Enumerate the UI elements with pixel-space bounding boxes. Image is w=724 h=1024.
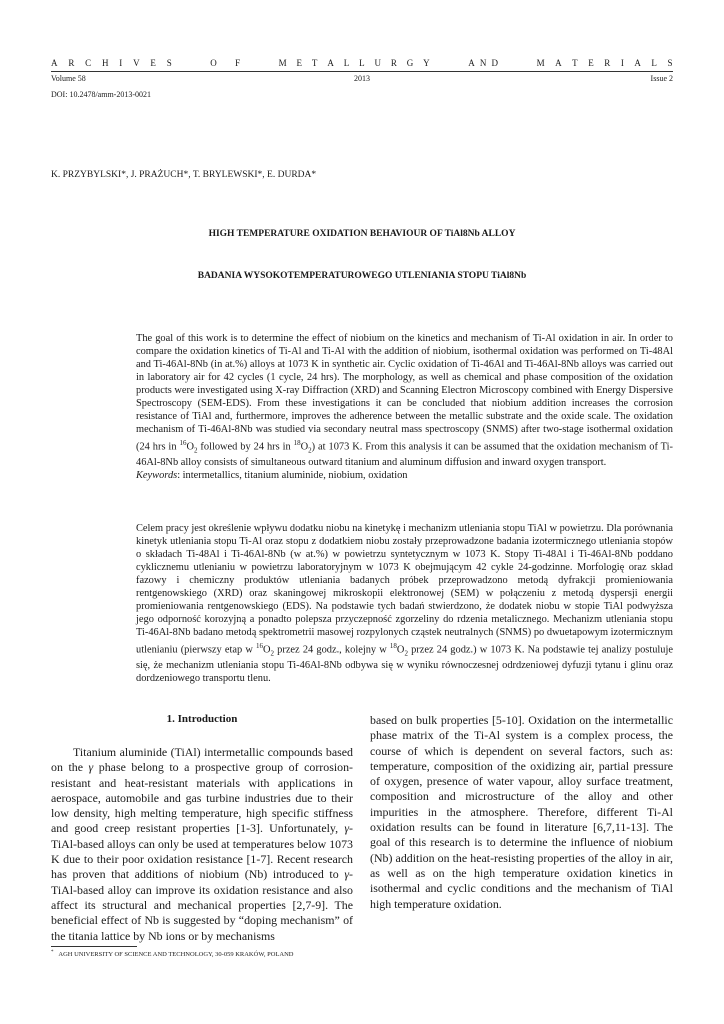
journal-word: O F (210, 58, 241, 68)
isotope-16: 16 (179, 438, 187, 447)
title-english: HIGH TEMPERATURE OXIDATION BEHAVIOUR OF TiAl8Nb ALLOY (208, 229, 516, 239)
volume: Volume 58 (51, 74, 86, 83)
subscript-2: 2 (193, 446, 198, 455)
isotope-18: 18 (389, 641, 397, 650)
journal-word: M A T E R I A L S (536, 58, 673, 68)
abstract-en-end: ) at 1073 K. From this analysis it can be assumed that the oxidation mechanism of Ti-46Al-8Nb alloy consists of simultaneous outward titanium and aluminum diffusion and inward oxygen transport. (136, 441, 673, 469)
gamma-symbol: γ (344, 867, 350, 882)
abstract-en-mid: followed by 24 hrs in (197, 441, 294, 453)
gamma-symbol: γ (88, 760, 94, 775)
footnote-mark: * (51, 950, 54, 955)
affiliation: AGH UNIVERSITY OF SCIENCE AND TECHNOLOGY, 30-059 KRAKÓW, POLAND (58, 951, 294, 959)
issue: Issue 2 (650, 74, 673, 83)
oxygen-symbol: O (396, 644, 405, 656)
intro-text: based on bulk properties [5-10]. Oxidation on the intermetallic phase matrix of the Ti-Al system is a complex process, the course of which is dependent on several factors, such as: temperature, composition of the oxidizing air, partial pressure of oxygen, presence of water vapour, alloy surface treatment, composition and microstructure of the alloy and other impurities in the atmosphere. Therefore, different Ti-Al oxidation results can be found in literature [6,7,11-13]. The goal of this research is to determine the influence of niobium (Nb) addition on the heat-resisting properties of the alloy in air, as well as on the high temperature oxidation kinetics in isothermal and cyclic conditions and the mechanism of TiAl high temperature oxidation. (370, 713, 673, 911)
subscript-2: 2 (404, 649, 408, 658)
footnote-rule (51, 946, 137, 947)
gamma-symbol: γ (344, 821, 350, 836)
authors: K. PRZYBYLSKI*, J. PRAŻUCH*, T. BRYLEWSKI*, E. DURDA* (51, 170, 317, 180)
left-column (51, 745, 353, 944)
keywords: : intermetallics, titanium aluminide, niobium, oxidation (177, 470, 408, 482)
abstract-english (136, 333, 673, 483)
oxygen-symbol: O (186, 441, 194, 453)
doi: DOI: 10.2478/amm-2013-0021 (51, 90, 151, 99)
intro-text: -TiAl-based alloys can only be used at temperatures below 1073 K due to their poor oxidation resistance [1-7]. Recent research has proven that additions of niobium (Nb) introduced to (51, 821, 353, 882)
journal-word: M E T A L L U R G Y (278, 58, 431, 68)
journal-name (51, 58, 673, 72)
abstract-pl-text: Celem pracy jest określenie wpływu dodatku niobu na kinetykę i mechanizm utleniania stopu TiAl w powietrzu. Dla porównania kinetyk utleniania stopu Ti-Al oraz stopu z dodatkiem niobu zostały przeprowadzone badania izotermicznego utleniania stopów o składach Ti-48Al i Ti-46Al-8Nb (w at.%) w powietrzu syntetycznym w 1073 K. Stopy Ti-48Al i Ti-46Al-8Nb poddano cyklicznemu utlenianiu w powietrzu laboratoryjnym w 1073 K obejmującym 42 cykle 24-godzinne. Morfologię oraz skład fazowy i chemiczny produktów utleniania badanych próbek przeprowadzono metodą dyfrakcji promieniowania rentgenowskiego (XRD) oraz skaningowej mikroskopii elektronowej (SEM) w połączeniu z metodą dyspersji energii promieniowania rentgenowskiego (EDS). Na podstawie tych badań stwierdzono, że dodatek niobu w stopie TiAl podwyższa jego odporność korozyjną a ponadto polepsza przyczepność zgorzeliny do rdzenia metalicznego. Mechanizm utleniania stopu Ti-46Al-8Nb badano metodą spektrometrii masowej rozpylonych cząstek neutralnych (SNMS) po dwuetapowym izotermicznym utlenianiu (pierwszy etap w (136, 523, 673, 656)
journal-word: A N D (468, 58, 499, 68)
subscript-2: 2 (308, 446, 312, 455)
intro-text: -TiAl-based alloy can improve its oxidation resistance and also affect its structural and mechanical properties [2,7-9]. The beneficial effect of Nb is suggested by “doping mechanism” of the titania lattice by Nb ions or by mechanisms (51, 867, 353, 943)
keywords-label: Keywords (136, 470, 178, 482)
abstract-polish (136, 523, 673, 686)
isotope-16: 16 (255, 641, 263, 650)
oxygen-symbol: O (262, 644, 271, 656)
subscript-2: 2 (270, 649, 274, 658)
journal-word: A R C H I V E S (51, 58, 173, 68)
footnote (51, 950, 293, 958)
title-polish: BADANIA WYSOKOTEMPERATUROWEGO UTLENIANIA STOPU TiAl8Nb (197, 271, 527, 281)
year: 2013 (354, 74, 370, 83)
abstract-pl-end: przez 24 godz.) w 1073 K. Na podstawie tej analizy postuluje się, że mechanizm utleniania stopu Ti-46Al-8Nb odbywa się w wyniku równoczesnej odrdzeniowej dyfuzji tytanu i glinu oraz dordzeniowego transportu tlenu. (136, 644, 673, 685)
oxygen-symbol: O (300, 441, 309, 453)
intro-text: Titanium aluminide (TiAl) intermetallic compounds based on the (51, 745, 353, 775)
abstract-pl-mid: przez 24 godz., kolejny w (274, 644, 390, 656)
right-column (370, 713, 673, 912)
header-rule (51, 71, 673, 72)
section-heading: 1. Introduction (166, 713, 238, 725)
intro-text: phase belong to a prospective group of corrosion-resistant and heat-resistant materials with applications in aerospace, automobile and gas turbine industries due to their low density, high melting temperature, high specific stiffness and good creep resistant properties [1-3]. Unfortunately, (51, 760, 353, 836)
isotope-18: 18 (293, 438, 301, 447)
abstract-en-text: The goal of this work is to determine the effect of niobium on the kinetics and mechanism of Ti-Al oxidation in air. In order to compare the oxidation kinetics of Ti-Al and Ti-Al with the addition of niobium, isothermal oxidation was performed on Ti-48Al and Ti-46Al-8Nb (in at.%) alloys at 1073 K in synthetic air. Cyclic oxidation of Ti-46Al and Ti-46Al-8Nb alloys was carried out in laboratory air for 42 cycles (1 cycle, 24 hrs). The morphology, as well as chemical and phase composition of the oxidation products were investigated using X-ray Diffraction (XRD) and Scanning Electron Microscopy combined with Energy Dispersive Spectroscopy (SEM-EDS). From these investigations it can be concluded that niobium addition increases the corrosion resistance of TiAl and, furthermore, improves the adherence between the metallic substrate and the oxide scale. The oxidation mechanism of Ti-46Al-8Nb was studied via secondary neutral mass spectroscopy (SNMS) after two-stage isothermal oxidation (24 hrs in (136, 333, 673, 453)
